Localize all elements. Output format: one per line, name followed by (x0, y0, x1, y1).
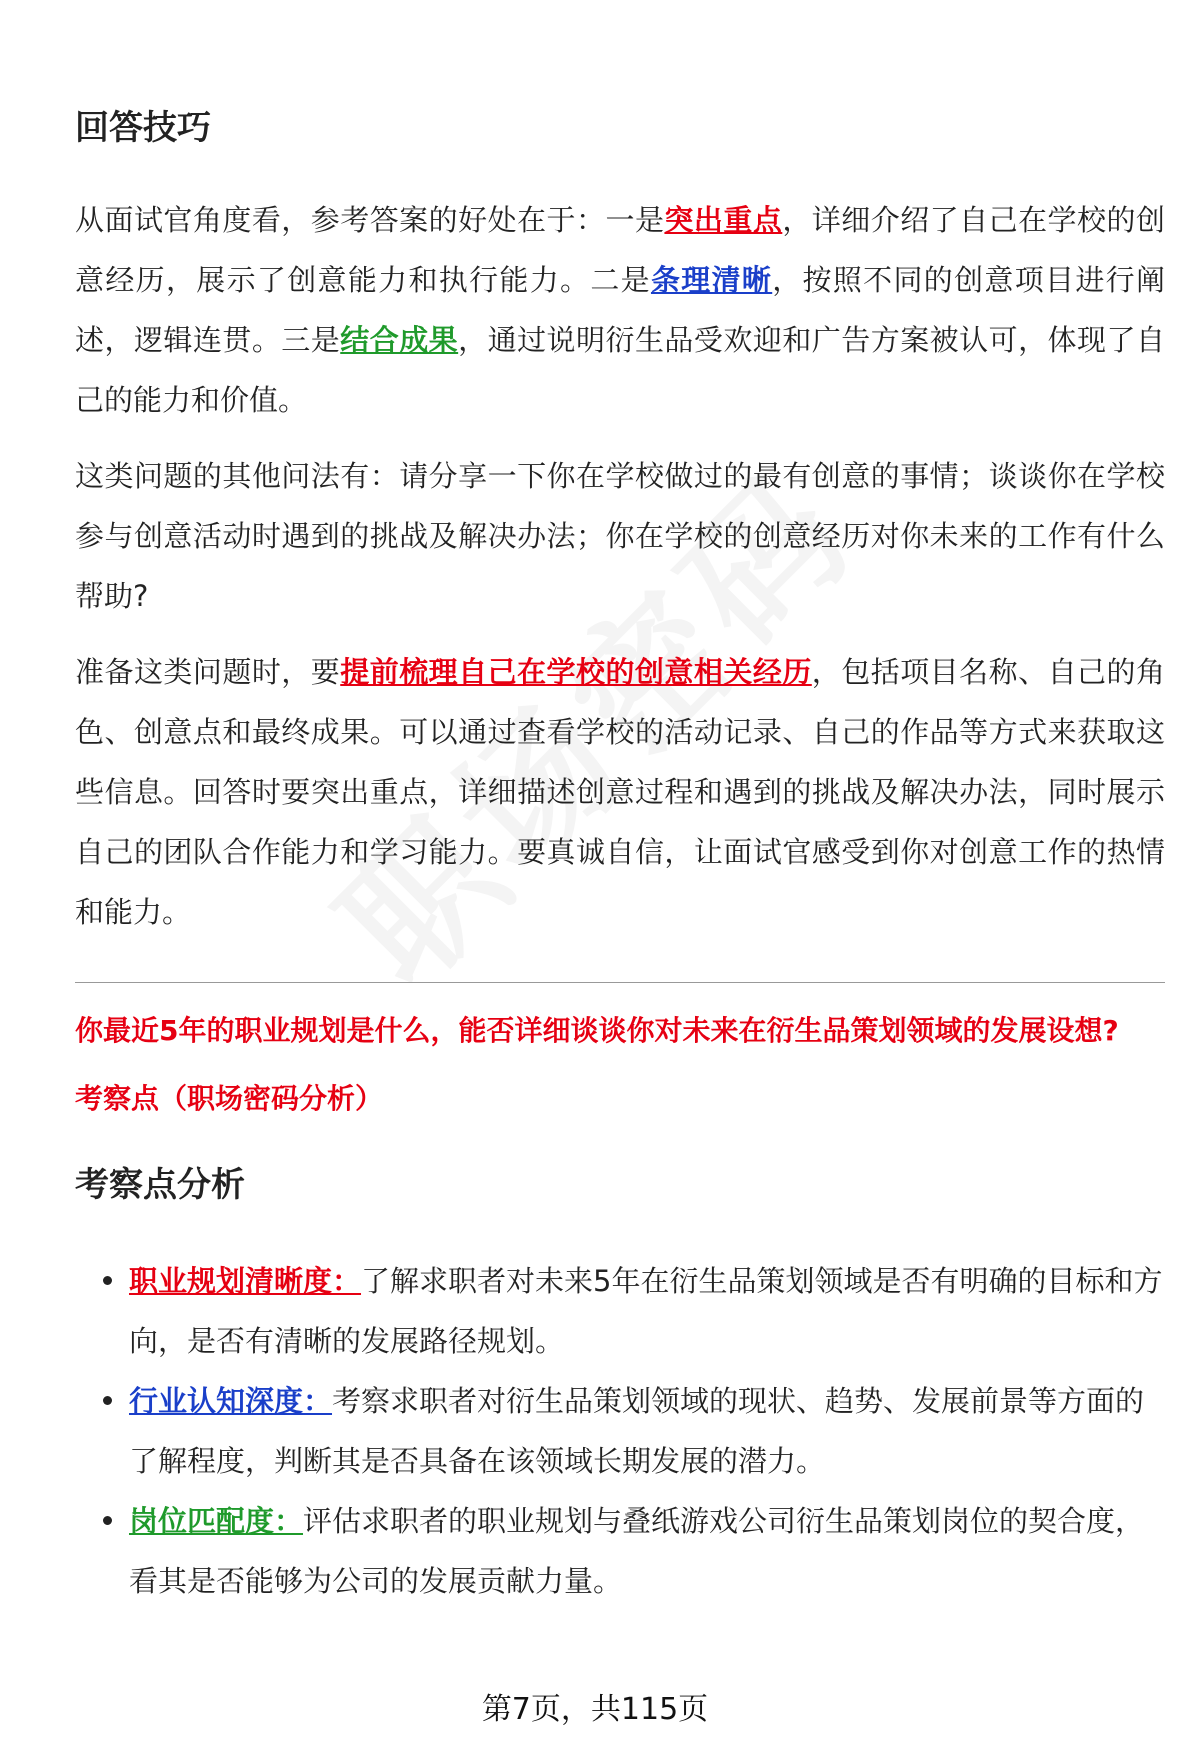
list-item-label: 职业规划清晰度： (129, 1264, 362, 1298)
text-segment: ，详细介绍了自己在学校的创意经历，展示了创意能力和执行能力。二是 (75, 203, 1165, 297)
analysis-list (75, 1251, 1165, 1611)
list-item (75, 1491, 1165, 1611)
analysis-subtitle: 考察点（职场密码分析） (75, 1082, 384, 1115)
list-item (75, 1371, 1165, 1491)
page-number: 第7页，共115页 (481, 1692, 709, 1727)
list-item-label: 岗位匹配度： (129, 1504, 304, 1538)
highlight-key-point: 突出重点 (664, 203, 783, 237)
text-segment: ，通过说明衍生品受欢迎和广告方案被认可，体现了自己的能力和价值。 (75, 323, 1165, 417)
highlight-results: 结合成果 (340, 323, 459, 357)
list-item-text: 了解求职者对未来5年在衍生品策划领域是否有明确的目标和方向，是否有清晰的发展路径规划。 (129, 1264, 1163, 1358)
page-content (75, 100, 1165, 1611)
paragraph-interviewer-view (75, 190, 1165, 430)
list-item-label: 行业认知深度： (129, 1384, 333, 1418)
highlight-prepare-experience: 提前梳理自己在学校的创意相关经历 (340, 655, 812, 689)
text-segment: ，按照不同的创意项目进行阐述，逻辑连贯。三是 (75, 263, 1165, 357)
text-segment: 从面试官角度看，参考答案的好处在于：一是 (75, 203, 665, 237)
text-segment: 准备这类问题时，要 (75, 655, 341, 689)
bullet-icon (103, 1276, 112, 1285)
section-divider (75, 982, 1165, 983)
section-title-answer-tips: 回答技巧 (75, 108, 211, 148)
paragraph-preparation (75, 642, 1165, 942)
bullet-icon (103, 1516, 112, 1525)
section-title-analysis: 考察点分析 (75, 1165, 245, 1205)
bullet-icon (103, 1396, 112, 1405)
interview-question: 你最近5年的职业规划是什么，能否详细谈谈你对未来在衍生品策划领域的发展设想? (75, 1014, 1119, 1047)
list-item (75, 1251, 1165, 1371)
highlight-clear-structure: 条理清晰 (650, 263, 773, 297)
list-item-text: 考察求职者对衍生品策划领域的现状、趋势、发展前景等方面的了解程度，判断其是否具备在该领域长期发展的潜力。 (129, 1384, 1145, 1478)
text-segment: ，包括项目名称、自己的角色、创意点和最终成果。可以通过查看学校的活动记录、自己的作品等方式来获取这些信息。回答时要突出重点，详细描述创意过程和遇到的挑战及解决办法，同时展示自己的团队合作能力和学习能力。要真诚自信，让面试官感受到你对创意工作的热情和能力。 (75, 655, 1165, 929)
paragraph-other-questions: 这类问题的其他问法有：请分享一下你在学校做过的最有创意的事情；谈谈你在学校参与创意活动时遇到的挑战及解决办法；你在学校的创意经历对你未来的工作有什么帮助? (75, 459, 1165, 613)
list-item-text: 评估求职者的职业规划与叠纸游戏公司衍生品策划岗位的契合度，看其是否能够为公司的发展贡献力量。 (129, 1504, 1145, 1598)
